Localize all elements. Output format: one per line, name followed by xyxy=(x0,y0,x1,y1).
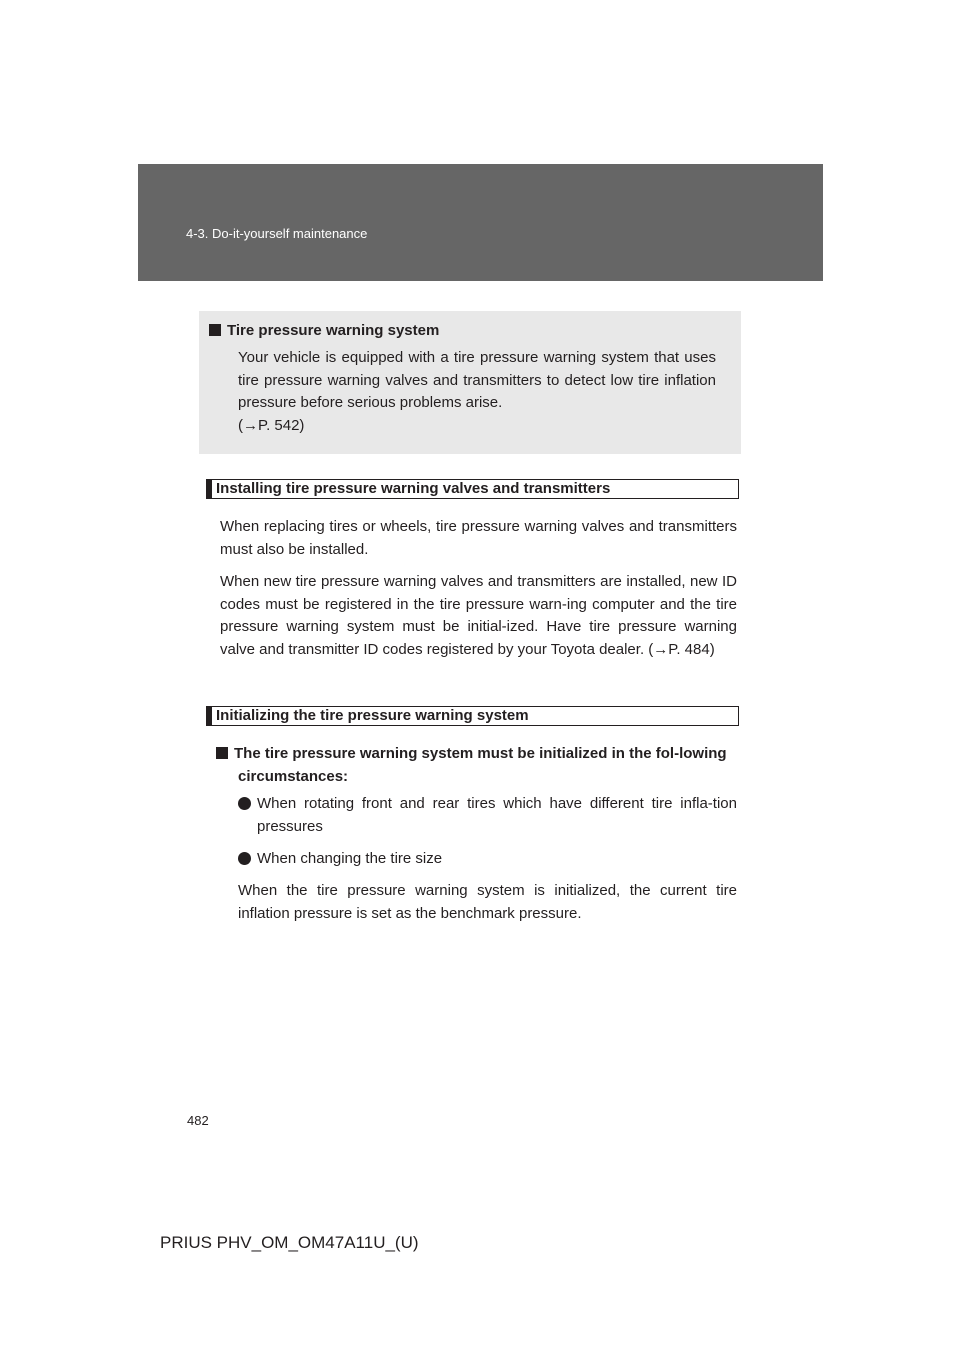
info-box-heading-text: Tire pressure warning system xyxy=(227,322,440,339)
info-box-reference: (→P. 542) xyxy=(238,416,305,434)
paragraph-initialized: When the tire pressure warning system is initialized, the current tire inflation pressure is set as the benchmark pressure. xyxy=(238,882,737,922)
document-id: PRIUS PHV_OM_OM47A11U_(U) xyxy=(160,1233,419,1252)
section-title: 4-3. Do-it-yourself maintenance xyxy=(186,226,368,241)
list-item-text: When changing the tire size xyxy=(257,850,443,867)
info-box-body: Your vehicle is equipped with a tire pressure warning system that uses tire pressure warning valves and transmitters to detect low tire inflation pressure before serious problems arise. xyxy=(238,349,716,411)
info-box-text xyxy=(238,347,716,437)
list-item-text: When rotating front and rear tires which have different tire infla-tion pressures xyxy=(257,795,737,835)
bullet-dot-icon xyxy=(238,797,251,810)
section-header-band xyxy=(138,164,823,281)
bullet-dot-icon xyxy=(238,852,251,865)
page-number: 482 xyxy=(187,1113,209,1128)
list-item xyxy=(238,793,737,838)
sub-heading-text xyxy=(216,743,737,788)
section-heading-initializing: Initializing the tire pressure warning system xyxy=(206,706,739,726)
sub-heading-label: The tire pressure warning system must be initialized in the fol-lowing circumstances: xyxy=(234,745,727,785)
square-bullet-icon xyxy=(209,324,221,336)
square-bullet-icon xyxy=(216,747,228,759)
info-box-heading xyxy=(209,322,439,339)
info-box xyxy=(199,311,741,454)
section-heading-installing: Installing tire pressure warning valves and transmitters xyxy=(206,479,739,499)
sub-heading-circumstances xyxy=(216,743,737,788)
paragraph-replacing: When replacing tires or wheels, tire pressure warning valves and transmitters must also be installed. xyxy=(220,518,737,558)
list-item xyxy=(238,848,737,871)
paragraph-new-id-codes: When new tire pressure warning valves and transmitters are installed, new ID codes must be registered in the tire pressure warn-ing computer and the tire pressure warning system must be initial-ized. Have tire pressure warning valve and transmitter ID codes registered by your Toyota dealer. (→P. 484) xyxy=(220,573,737,658)
